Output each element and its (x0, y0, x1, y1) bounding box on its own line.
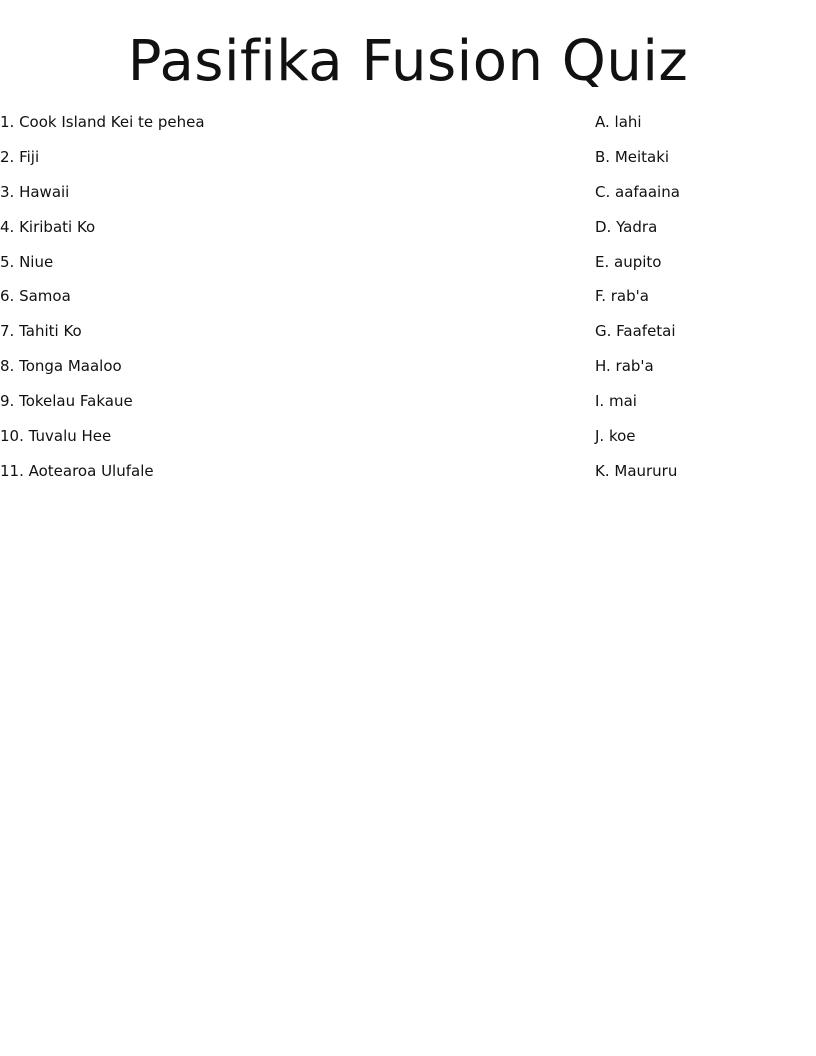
question-item: 8. Tonga Maaloo (0, 357, 122, 376)
answer-item: C. aafaaina (595, 182, 680, 201)
question-item: 10. Tuvalu Hee (0, 427, 112, 446)
answer-item: J. koe (595, 427, 636, 446)
answer-item: I. mai (595, 392, 637, 411)
question-item: 7. Tahiti Ko (0, 322, 82, 341)
answer-item: K. Maururu (595, 461, 678, 480)
page-title: Pasifika Fusion Quiz (127, 29, 689, 94)
question-item: 6. Samoa (0, 287, 71, 306)
answer-list (595, 111, 810, 495)
question-item: 4. Kiribati Ko (0, 217, 96, 236)
question-list (0, 111, 560, 495)
answer-item: F. rab'a (595, 287, 649, 306)
answer-item: E. aupito (595, 252, 662, 271)
answer-item: H. rab'a (595, 357, 654, 376)
answer-item: A. lahi (595, 113, 642, 131)
question-item: 2. Fiji (0, 147, 40, 166)
question-item: 11. Aotearoa Ulufale (0, 461, 154, 480)
answer-item: G. Faafetai (595, 322, 676, 341)
answer-item: D. Yadra (595, 217, 658, 236)
question-item: 5. Niue (0, 252, 54, 271)
question-item: 3. Hawaii (0, 182, 70, 201)
answer-item: B. Meitaki (595, 147, 670, 166)
question-item: 9. Tokelau Fakaue (0, 392, 133, 411)
question-item: 1. Cook Island Kei te pehea (0, 113, 205, 131)
